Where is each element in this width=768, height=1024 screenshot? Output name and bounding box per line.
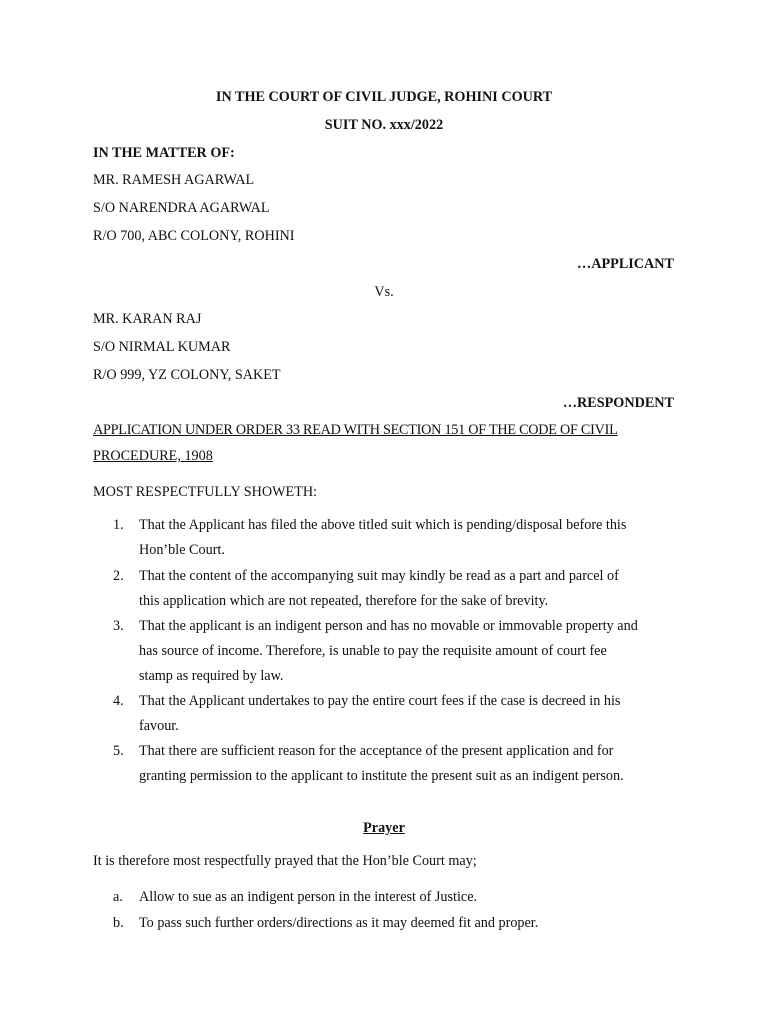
- applicant-relation: S/O NARENDRA AGARWAL: [93, 200, 270, 216]
- respondent-relation: S/O NIRMAL KUMAR: [93, 339, 231, 355]
- point-line: That the Applicant has filed the above titled suit which is pending/disposal before this: [139, 517, 627, 533]
- respondent-address: R/O 999, YZ COLONY, SAKET: [93, 367, 281, 383]
- application-title-line2: PROCEDURE, 1908: [93, 448, 213, 464]
- prayer-item-letter: b.: [113, 915, 124, 931]
- point-number: 3.: [113, 618, 124, 634]
- point-line: That the content of the accompanying suit may kindly be read as a part and parcel of: [139, 568, 619, 584]
- showeth-heading: MOST RESPECTFULLY SHOWETH:: [93, 484, 318, 500]
- point-line: this application which are not repeated, therefore for the sake of brevity.: [139, 593, 549, 609]
- matter-heading: IN THE MATTER OF:: [93, 145, 235, 161]
- suit-number: SUIT NO. xxx/2022: [324, 117, 444, 133]
- prayer-heading: Prayer: [363, 820, 405, 836]
- point-line: That there are sufficient reason for the acceptance of the present application and for: [139, 743, 614, 759]
- court-heading: IN THE COURT OF CIVIL JUDGE, ROHINI COURT: [215, 89, 553, 105]
- application-title-line1: [93, 421, 675, 439]
- prayer-item-letter: a.: [113, 889, 123, 905]
- point-line: has source of income. Therefore, is unable to pay the requisite amount of court fee: [139, 643, 607, 659]
- respondent-name: MR. KARAN RAJ: [93, 311, 202, 327]
- prayer-item: To pass such further orders/directions as it may deemed fit and proper.: [139, 915, 539, 931]
- point-line: That the Applicant undertakes to pay the entire court fees if the case is decreed in his: [139, 693, 621, 709]
- point-line: granting permission to the applicant to institute the present suit as an indigent person.: [139, 768, 624, 784]
- respondent-role: …RESPONDENT: [562, 395, 674, 411]
- point-line: That the applicant is an indigent person and has no movable or immovable property and: [139, 618, 638, 634]
- point-number: 2.: [113, 568, 124, 584]
- versus-text: Vs.: [374, 284, 394, 300]
- point-line: favour.: [139, 718, 179, 734]
- point-number: 4.: [113, 693, 124, 709]
- applicant-role: …APPLICANT: [577, 256, 674, 272]
- point-line: stamp as required by law.: [139, 668, 284, 684]
- point-line: Hon’ble Court.: [139, 542, 225, 558]
- prayer-item: Allow to sue as an indigent person in the interest of Justice.: [139, 889, 478, 905]
- point-number: 5.: [113, 743, 124, 759]
- applicant-name: MR. RAMESH AGARWAL: [93, 172, 255, 188]
- applicant-address: R/O 700, ABC COLONY, ROHINI: [93, 228, 295, 244]
- prayer-intro: It is therefore most respectfully prayed that the Hon’ble Court may;: [93, 853, 477, 869]
- point-number: 1.: [113, 517, 124, 533]
- application-title-text1: APPLICATION UNDER ORDER 33 READ WITH SECTION 151 OF THE CODE OF CIVIL: [93, 422, 618, 438]
